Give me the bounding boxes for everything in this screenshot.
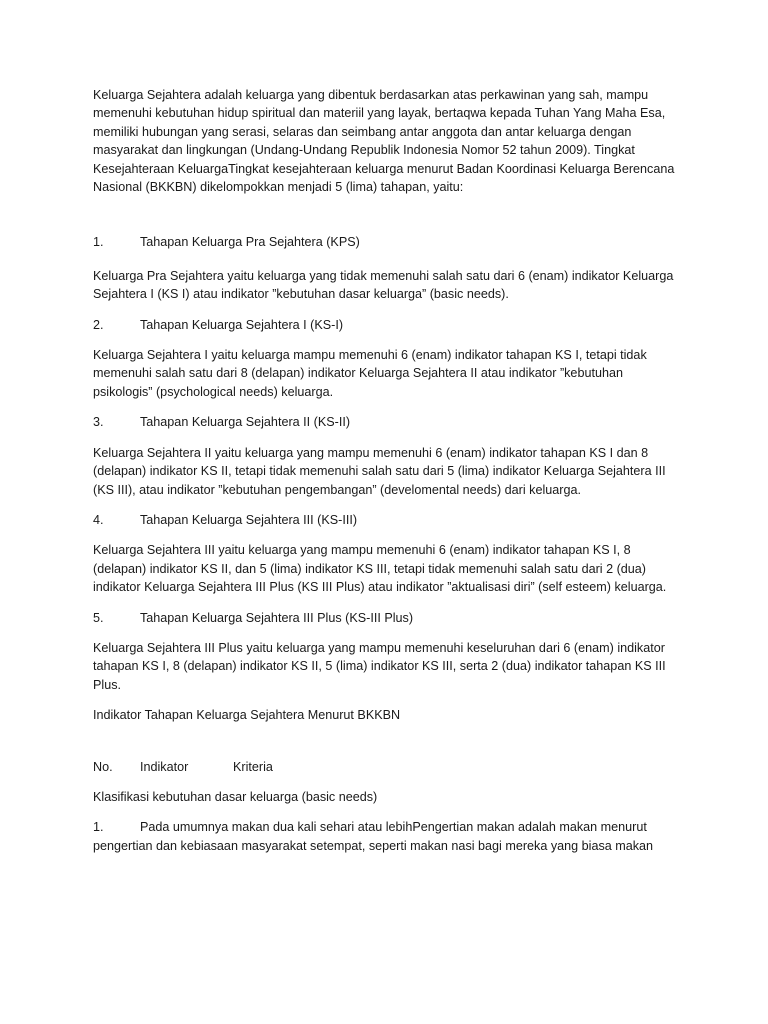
section-heading-4	[93, 511, 681, 529]
section-body-1: Keluarga Pra Sejahtera yaitu keluarga yang tidak memenuhi salah satu dari 6 (enam) indikator Keluarga Sejahtera I (KS I) atau indikator ”kebutuhan dasar keluarga” (basic needs).	[93, 268, 674, 302]
section-title-3: Tahapan Keluarga Sejahtera II (KS-II)	[140, 415, 351, 430]
section-body-5: Keluarga Sejahtera III Plus yaitu keluarga yang mampu memenuhi keseluruhan dari 6 (enam) indikator tahapan KS I, 8 (delapan) indikator KS II, 5 (lima) indikator KS III, serta 2 (dua) indikator tahapan KS III Plus.	[93, 640, 666, 692]
table-header	[93, 758, 681, 776]
section-number-3: 3.	[93, 415, 104, 430]
intro-paragraph: Keluarga Sejahtera adalah keluarga yang dibentuk berdasarkan atas perkawinan yang sah, mampu memenuhi kebutuhan hidup spiritual dan materiil yang layak, bertaqwa kepada Tuhan Yang Maha Esa, memiliki hubungan yang serasi, selaras dan seimbang antar anggota dan antar keluarga dengan masyarakat dan lingkungan (Undang-Undang Republik Indonesia Nomor 52 tahun 2009). Tingkat Kesejahteraan KeluargaTingkat kesejahteraan keluarga menurut Badan Koordinasi Keluarga Berencana Nasional (BKKBN) dikelompokkan menjadi 5 (lima) tahapan, yaitu:	[93, 88, 675, 195]
document-page	[93, 86, 681, 855]
item-1-text-first: Pada umumnya makan dua kali sehari atau lebihPengertian makan adalah makan menurut	[140, 820, 647, 835]
section-number-1: 1.	[93, 235, 104, 250]
section-title-4: Tahapan Keluarga Sejahtera III (KS-III)	[140, 512, 358, 527]
section-heading-1	[93, 233, 681, 251]
section-body-3: Keluarga Sejahtera II yaitu keluarga yang mampu memenuhi 6 (enam) indikator tahapan KS I dan 8 (delapan) indikator KS II, tetapi tidak memenuhi salah satu dari 5 (lima) indikator Keluarga Sejahtera III (KS III), atau indikator ”kebutuhan pengembangan” (develomental needs) dari keluarga.	[93, 445, 666, 497]
indicator-heading: Indikator Tahapan Keluarga Sejahtera Menurut BKKBN	[93, 708, 401, 723]
table-header-kriteria: Kriteria	[233, 759, 273, 774]
section-title-2: Tahapan Keluarga Sejahtera I (KS-I)	[140, 317, 344, 332]
item-1-text-rest: pengertian dan kebiasaan masyarakat setempat, seperti makan nasi bagi mereka yang biasa makan	[93, 838, 654, 853]
section-number-5: 5.	[93, 610, 104, 625]
table-header-indikator: Indikator	[140, 759, 189, 774]
section-body-2: Keluarga Sejahtera I yaitu keluarga mampu memenuhi 6 (enam) indikator tahapan KS I, tetapi tidak memenuhi salah satu dari 8 (delapan) indikator Keluarga Sejahtera II atau indikator ”kebutuhan psikologis” (psychological needs) keluarga.	[93, 348, 647, 399]
item-1	[93, 818, 681, 855]
section-heading-5	[93, 609, 681, 627]
classification-line: Klasifikasi kebutuhan dasar keluarga (basic needs)	[93, 789, 378, 804]
section-number-4: 4.	[93, 512, 104, 527]
section-number-2: 2.	[93, 317, 104, 332]
section-body-4: Keluarga Sejahtera III yaitu keluarga yang mampu memenuhi 6 (enam) indikator tahapan KS I, 8 (delapan) indikator KS II, dan 5 (lima) indikator KS III, tetapi tidak memenuhi salah satu dari 2 (dua) indikator Keluarga Sejahtera III Plus (KS III Plus) atau indikator ”aktualisasi diri” (self esteem) keluarga.	[93, 543, 667, 595]
section-title-5: Tahapan Keluarga Sejahtera III Plus (KS-III Plus)	[140, 610, 414, 625]
section-heading-2	[93, 316, 681, 334]
table-header-no: No.	[93, 759, 113, 774]
section-title-1: Tahapan Keluarga Pra Sejahtera (KPS)	[140, 235, 360, 250]
section-heading-3	[93, 413, 681, 431]
item-1-number: 1.	[93, 820, 104, 835]
